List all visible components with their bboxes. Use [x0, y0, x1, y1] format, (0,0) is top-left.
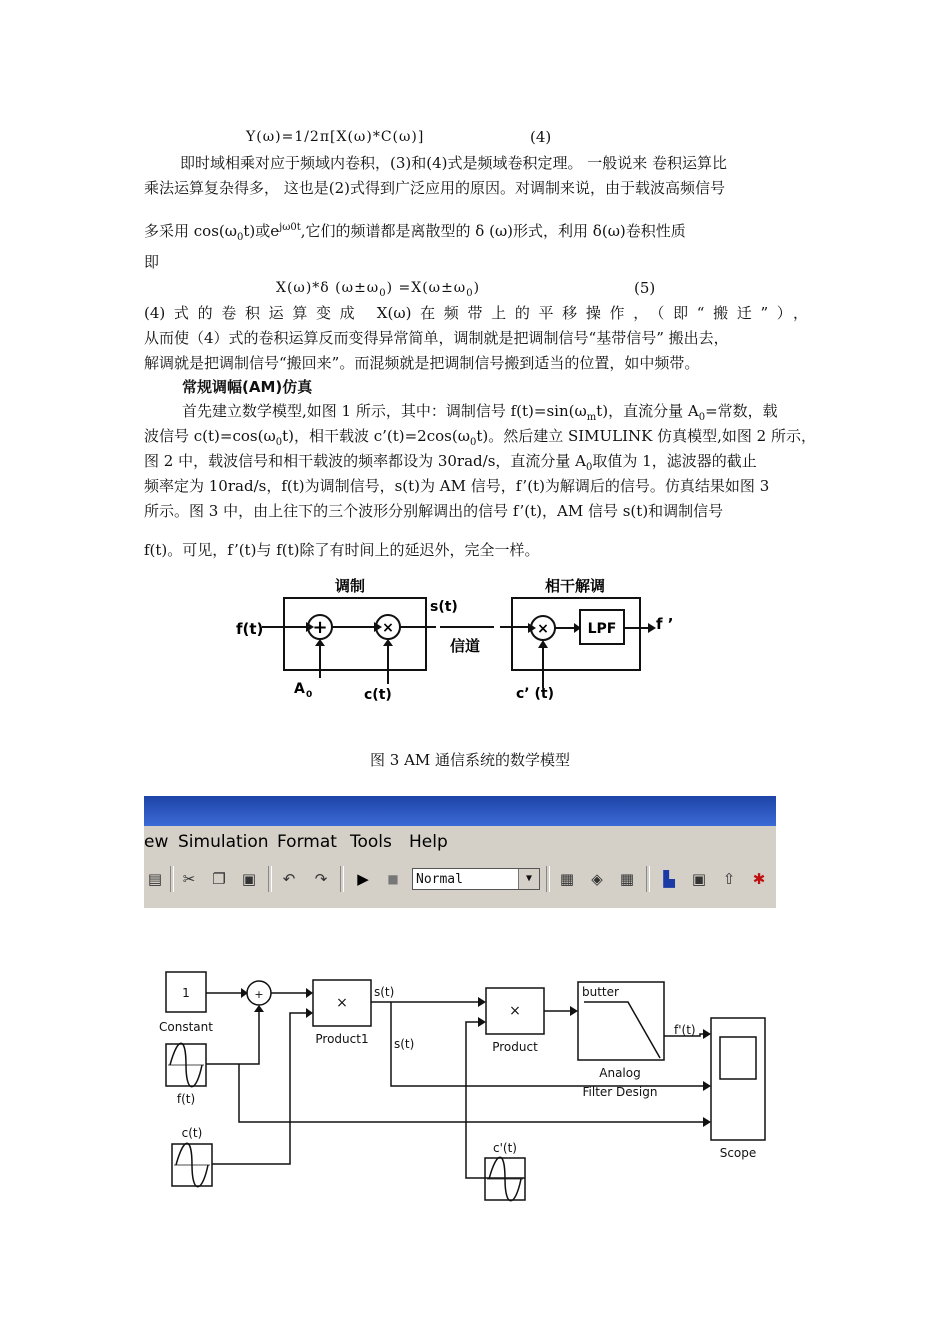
undo-icon[interactable]: ↶	[282, 870, 296, 888]
toolbar-separator	[646, 866, 650, 892]
simulink-window	[144, 796, 776, 908]
paragraph-3-line-6: f(t)。可见，f’(t)与 f(t)除了有时间上的延迟外，完全一样。	[144, 541, 540, 559]
start-simulation-icon[interactable]: ▶	[357, 870, 369, 888]
scope-label: Scope	[719, 1146, 757, 1160]
eq5-sub-1: 0	[379, 287, 387, 299]
menu-help[interactable]: Help	[409, 832, 448, 852]
p3-l1-part-a: 首先建立数学模型,如图 1 所示，其中：调制信号 f(t)=sin(ω	[182, 402, 587, 420]
product-label: Product	[492, 1040, 538, 1054]
equation-4-text: Y(ω)=1/2π[X(ω)*C(ω)]	[246, 129, 425, 145]
demodulation-title: 相干解调	[544, 577, 606, 595]
butter-label: butter	[582, 985, 619, 999]
simulation-mode-value: Normal	[416, 872, 463, 887]
p3-l3-part-b: 取值为 1，滤波器的截止	[592, 452, 757, 470]
modulation-title: 调制	[334, 577, 366, 595]
menu-format[interactable]: Format	[277, 832, 337, 852]
constant-label: Constant	[159, 1020, 213, 1034]
simulation-mode-select[interactable]	[412, 868, 540, 890]
copy-icon[interactable]: ❐	[212, 870, 226, 888]
paragraph-1-line-4: 即	[144, 253, 160, 271]
paragraph-2-line-1: (4)式的卷积运算变成 X(ω)在频带上的平移操作，（即“搬迁”），	[144, 304, 808, 322]
menu-view[interactable]: ew	[144, 832, 169, 852]
toolbar-separator	[546, 866, 550, 892]
p3-l3-part-a: 图 2 中，载波信号和相干载波的频率都设为 30rad/s，直流分量 A	[144, 452, 587, 470]
adder-sign: +	[312, 617, 328, 638]
paragraph-2-line-2: 从而使（4）式的卷积运算反而变得异常简单，调制就是把调制信号“基带信号” 搬出去，	[144, 329, 729, 347]
equation-5-number: (5)	[634, 279, 656, 297]
eq5-part-b: ) =X(ω±ω	[386, 280, 467, 296]
modulation-box	[284, 598, 426, 670]
toolbar	[144, 864, 776, 896]
dc-label: A	[294, 681, 305, 697]
p3-l2-sub-2: 0	[469, 437, 477, 448]
paragraph-2-line-3: 解调就是把调制信号“搬回来”。而混频就是把调制信号搬到适当的位置，如中频带。	[144, 354, 700, 372]
p3-l1-part-c: =常数，载	[705, 402, 778, 420]
toolbar-separator	[170, 866, 174, 892]
simulink-model	[0, 940, 950, 1220]
eq5-part-c: )	[473, 280, 481, 296]
p3-l1-sub-1: m	[586, 412, 597, 423]
model-explorer-icon[interactable]: ▣	[691, 870, 707, 888]
p3-l2-part-b: t)，相干载波 c’(t)=2cos(ω	[282, 427, 470, 445]
build-icon[interactable]: ▦	[559, 870, 575, 888]
input-label: f(t)	[236, 620, 264, 638]
stop-simulation-icon[interactable]: ■	[387, 872, 399, 886]
eq5-part-a: X(ω)*δ (ω±ω	[276, 280, 380, 296]
update-diagram-icon[interactable]: ◈	[591, 870, 603, 888]
scope-screen	[720, 1037, 756, 1079]
section-heading: 常规调幅(AM)仿真	[182, 378, 313, 396]
window-titlebar	[144, 796, 776, 826]
product1-label: Product1	[315, 1032, 369, 1046]
ct-label: c(t)	[181, 1126, 203, 1140]
cut-icon[interactable]: ✂	[182, 870, 196, 888]
fprime-label: f'(t)	[674, 1023, 696, 1037]
p1-l3-sup: jω0t	[279, 222, 301, 233]
eq5-sub-2: 0	[466, 287, 474, 299]
incremental-build-icon[interactable]: ▦	[619, 870, 635, 888]
p1-l3-part-c: ,它们的频谱都是离散型的 δ (ω)形式，利用 δ(ω)卷积性质	[300, 222, 686, 240]
p1-l3-part-b: t)或e	[243, 222, 280, 240]
filter-label-1: Analog	[599, 1066, 641, 1080]
p3-l1-part-b: t)，直流分量 A	[596, 402, 699, 420]
paragraph-3-line-5: 所示。图 3 中，由上往下的三个波形分别解调出的信号 f’(t)，AM 信号 s(t)和调制信号	[144, 502, 724, 520]
go-to-parent-icon[interactable]: ⇧	[722, 870, 736, 888]
sum-sign: +	[254, 988, 264, 1001]
redo-icon[interactable]: ↷	[314, 870, 328, 888]
dc-sub-label: 0	[306, 690, 313, 700]
paragraph-1-line-2: 乘法运算复杂得多， 这也是(2)式得到广泛应用的原因。对调制来说，由于载波高频信号	[144, 179, 726, 197]
p3-l3-sub: 0	[586, 462, 593, 473]
st-label-top: s(t)	[374, 985, 395, 999]
product1-sign: ×	[336, 995, 348, 1011]
demod-multiplier-sign: ×	[537, 621, 549, 637]
lpf-label: LPF	[587, 621, 617, 637]
p1-l3-part-a: 多采用 cos(ω	[144, 222, 237, 240]
paragraph-1-line-1: 即时域相乘对应于频域内卷积，(3)和(4)式是频域卷积定理。 一般说来 卷积运算比	[180, 154, 728, 172]
channel-label: 信道	[449, 637, 481, 655]
ft-label: f(t)	[176, 1092, 196, 1106]
library-browser-icon[interactable]: ▙	[663, 870, 675, 888]
paragraph-3-line-4: 频率定为 10rad/s，f(t)为调制信号，s(t)为 AM 信号，f’(t)为解调后的信号。仿真结果如图 3	[144, 477, 770, 495]
debug-icon[interactable]: ✱	[752, 870, 766, 888]
print-icon[interactable]: ▤	[147, 870, 163, 888]
p1-l3-sub: 0	[236, 232, 244, 243]
coherent-carrier-label: c’ (t)	[516, 686, 554, 702]
st-label-middle: s(t)	[394, 1037, 415, 1051]
am-signal-label: s(t)	[430, 599, 458, 615]
p3-l1-sub-2: 0	[698, 412, 706, 423]
product-sign: ×	[509, 1003, 521, 1019]
output-label: f ’	[656, 615, 674, 633]
toolbar-separator	[268, 866, 272, 892]
p3-l2-sub-1: 0	[275, 437, 283, 448]
menu-simulation[interactable]: Simulation	[178, 832, 269, 852]
multiplier-sign: ×	[382, 620, 394, 636]
chevron-down-icon[interactable]: ▼	[518, 869, 539, 889]
p3-l2-part-a: 波信号 c(t)=cos(ω	[144, 427, 276, 445]
carrier-label: c(t)	[364, 687, 392, 703]
figure-caption: 图 3 AM 通信系统的数学模型	[370, 751, 571, 769]
constant-value: 1	[182, 986, 190, 1000]
cprime-label: c'(t)	[493, 1141, 517, 1155]
demodulation-box	[512, 598, 640, 670]
menu-tools[interactable]: Tools	[350, 832, 392, 852]
p3-l2-part-c: t)。然后建立 SIMULINK 仿真模型,如图 2 所示，	[476, 427, 816, 445]
toolbar-separator	[340, 866, 344, 892]
equation-4-number: (4)	[530, 128, 552, 146]
paste-icon[interactable]: ▣	[241, 870, 257, 888]
filter-label-2: Filter Design	[582, 1085, 658, 1099]
